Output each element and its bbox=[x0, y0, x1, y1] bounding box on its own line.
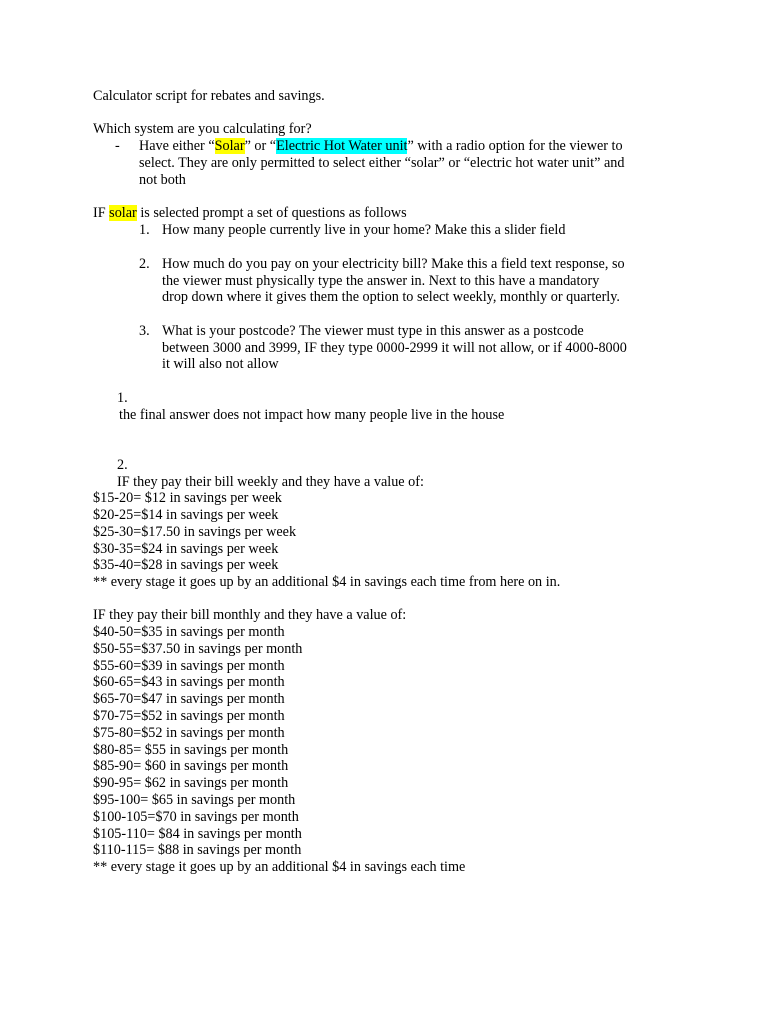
monthly-tier: $100-105=$70 in savings per month bbox=[93, 809, 299, 825]
monthly-tier: $65-70=$47 in savings per month bbox=[93, 691, 285, 707]
weekly-tier: $20-25=$14 in savings per week bbox=[93, 507, 279, 523]
monthly-tier: $90-95= $62 in savings per month bbox=[93, 775, 289, 791]
question-line: drop down where it gives them the option to select weekly, monthly or quarterly. bbox=[162, 289, 620, 305]
if-text: IF bbox=[93, 205, 110, 221]
monthly-tier: $55-60=$39 in savings per month bbox=[93, 658, 285, 674]
if-text: is selected prompt a set of questions as follows bbox=[136, 205, 407, 221]
note-text: the final answer does not impact how many people live in the house bbox=[119, 407, 505, 423]
bullet-line-1 bbox=[139, 138, 623, 155]
question-line: the viewer must physically type the answer in. Next to this have a mandatory bbox=[162, 273, 600, 289]
note-number: 2. bbox=[117, 457, 128, 473]
weekly-note: ** every stage it goes up by an additional $4 in savings each time from here on in. bbox=[93, 574, 561, 590]
monthly-tier: $50-55=$37.50 in savings per month bbox=[93, 641, 303, 657]
question-number: 1. bbox=[139, 222, 150, 238]
monthly-tier: $70-75=$52 in savings per month bbox=[93, 708, 285, 724]
monthly-tier: $75-80=$52 in savings per month bbox=[93, 725, 285, 741]
monthly-tier: $95-100= $65 in savings per month bbox=[93, 792, 296, 808]
note-number: 1. bbox=[117, 390, 128, 406]
solar-highlight: solar bbox=[109, 205, 137, 221]
monthly-tier: $105-110= $84 in savings per month bbox=[93, 826, 302, 842]
bullet-text: ” with a radio option for the viewer to bbox=[407, 138, 623, 154]
question-line: How many people currently live in your home? Make this a slider field bbox=[162, 222, 566, 238]
bullet-marker: - bbox=[115, 138, 120, 154]
question-line: it will also not allow bbox=[162, 356, 279, 372]
electric-hot-water-highlight: Electric Hot Water unit bbox=[276, 138, 408, 154]
solar-highlight: Solar bbox=[214, 138, 245, 154]
weekly-tier: $30-35=$24 in savings per week bbox=[93, 541, 279, 557]
bullet-text: ” or “ bbox=[244, 138, 277, 154]
monthly-tier: $85-90= $60 in savings per month bbox=[93, 758, 289, 774]
question-line: How much do you pay on your electricity bill? Make this a field text response, so bbox=[162, 256, 625, 272]
weekly-tier: $15-20= $12 in savings per week bbox=[93, 490, 282, 506]
system-question: Which system are you calculating for? bbox=[93, 121, 312, 137]
document-title: Calculator script for rebates and savings. bbox=[93, 88, 325, 104]
bullet-text: Have either “ bbox=[139, 138, 215, 154]
weekly-tier: $25-30=$17.50 in savings per week bbox=[93, 524, 297, 540]
monthly-tier: $110-115= $88 in savings per month bbox=[93, 842, 302, 858]
bullet-line-3: not both bbox=[139, 172, 186, 188]
if-solar-line bbox=[93, 205, 407, 222]
monthly-tier: $80-85= $55 in savings per month bbox=[93, 742, 289, 758]
monthly-tier: $40-50=$35 in savings per month bbox=[93, 624, 285, 640]
question-line: What is your postcode? The viewer must type in this answer as a postcode bbox=[162, 323, 584, 339]
question-number: 2. bbox=[139, 256, 150, 272]
monthly-tier: $60-65=$43 in savings per month bbox=[93, 674, 285, 690]
question-number: 3. bbox=[139, 323, 150, 339]
monthly-note: ** every stage it goes up by an additional $4 in savings each time bbox=[93, 859, 466, 875]
weekly-heading: IF they pay their bill weekly and they have a value of: bbox=[117, 474, 424, 490]
weekly-tier: $35-40=$28 in savings per week bbox=[93, 557, 279, 573]
bullet-line-2: select. They are only permitted to select either “solar” or “electric hot water unit” and bbox=[139, 155, 625, 171]
question-line: between 3000 and 3999, IF they type 0000-2999 it will not allow, or if 4000-8000 bbox=[162, 340, 627, 356]
monthly-heading: IF they pay their bill monthly and they have a value of: bbox=[93, 607, 407, 623]
